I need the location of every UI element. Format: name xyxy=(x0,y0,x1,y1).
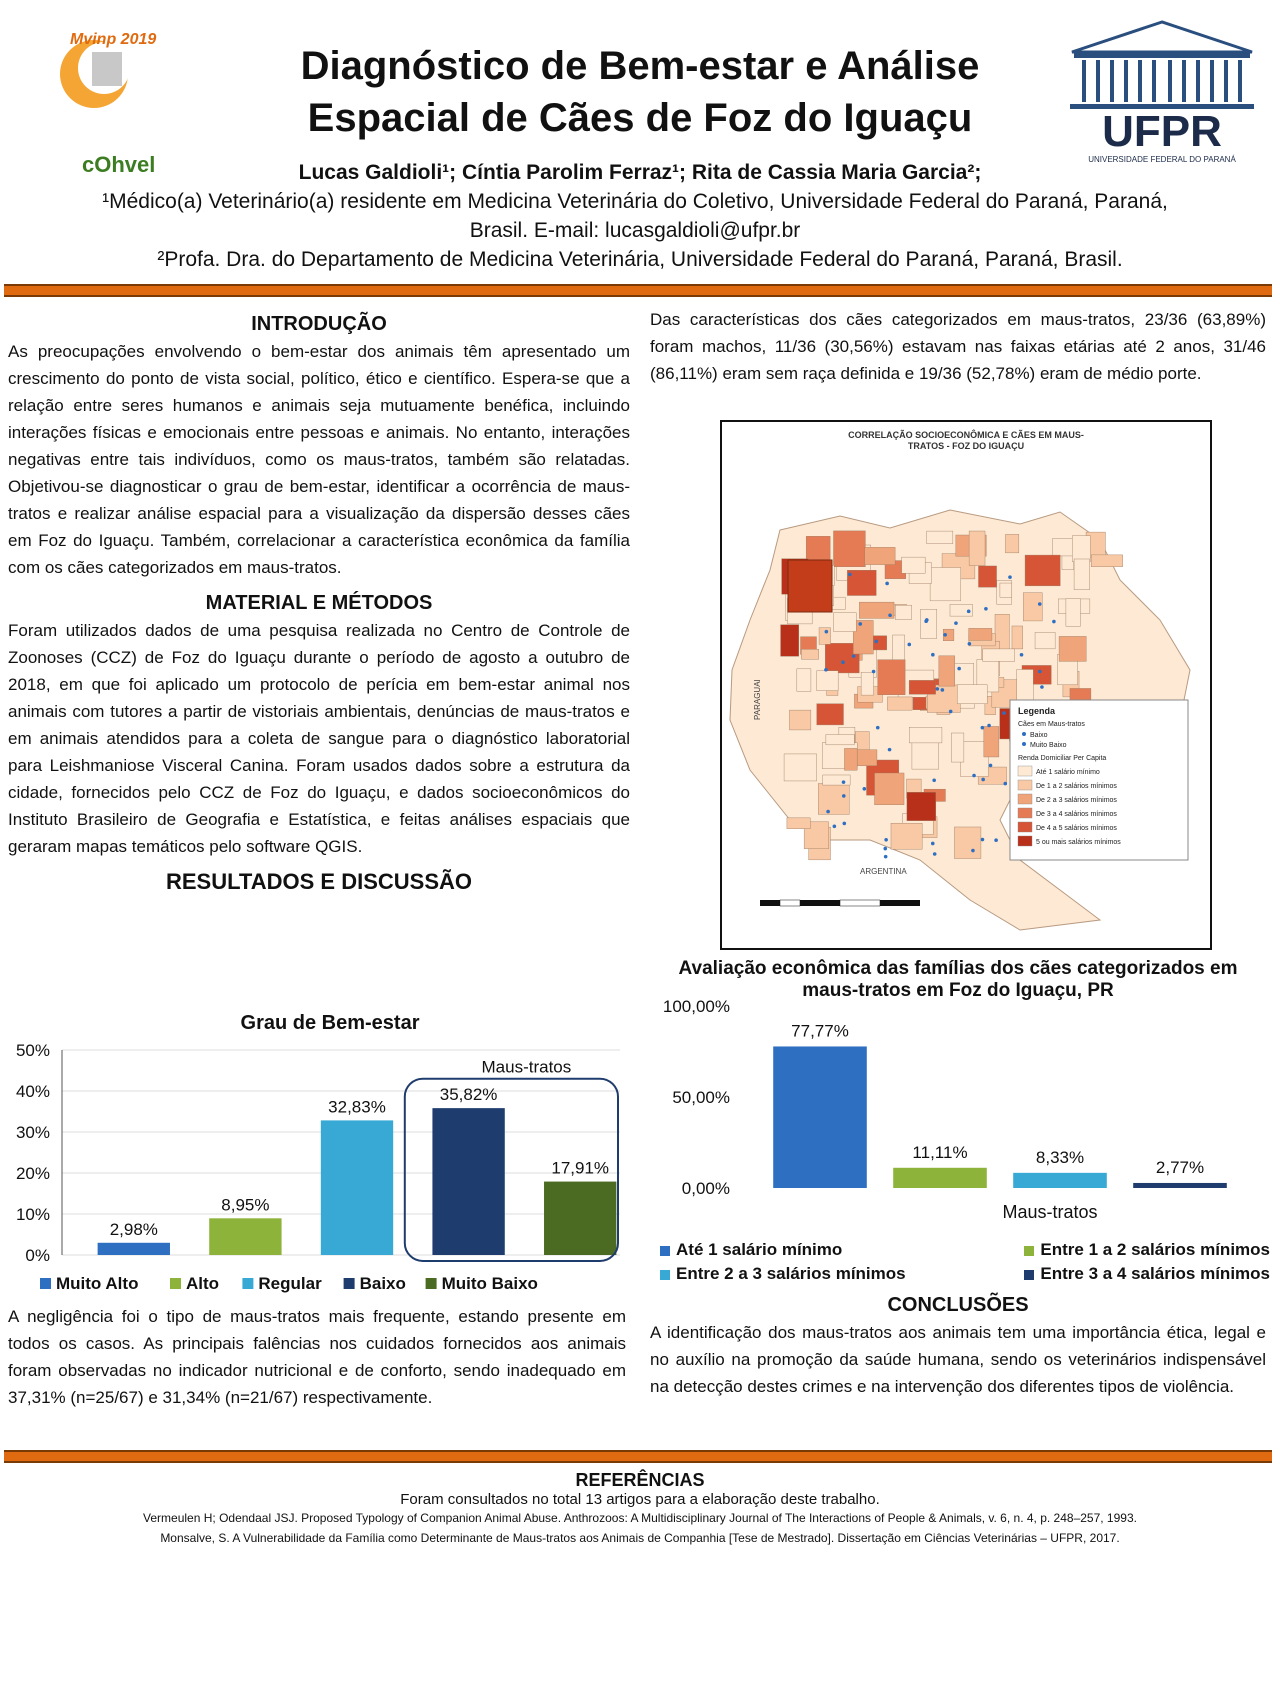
chart2-data-label: 8,33% xyxy=(1035,1147,1085,1167)
map-legend-swatch xyxy=(1018,836,1032,846)
map-tract xyxy=(801,649,818,659)
map-dog-point xyxy=(1003,782,1007,786)
map-tract xyxy=(954,827,981,859)
conclusions-text: A identificação dos maus-tratos aos animais tem uma importância ética, legal e no auxílio na promoção da saúde humana, sendo os veterinários indispensável na detecção destes crimes e na intervenção dos diferentes tipos de violência. xyxy=(650,1323,1266,1396)
map-dog-point xyxy=(842,794,846,798)
map-dog-point xyxy=(957,667,961,671)
map-dog-point xyxy=(971,849,975,853)
chart1-legend-label: Baixo xyxy=(359,1274,406,1293)
chart1-legend-swatch xyxy=(344,1278,355,1289)
map-dog-point xyxy=(933,852,937,856)
chart1-legend-swatch xyxy=(40,1278,51,1289)
map-tract xyxy=(1066,599,1081,627)
map-dog-point xyxy=(825,630,829,634)
map-dog-point xyxy=(888,613,892,617)
chart1-ytick: 0% xyxy=(25,1246,50,1265)
chart1-legend-label: Muito Alto xyxy=(56,1274,139,1293)
chart1-bar xyxy=(544,1182,616,1255)
chart1-ytick: 50% xyxy=(15,1041,50,1060)
map-dog-point xyxy=(824,668,828,672)
right-intro-block xyxy=(650,306,1266,387)
chart1-data-label: 35,82% xyxy=(439,1085,498,1105)
map-tract xyxy=(875,773,905,805)
map-tract xyxy=(784,754,817,781)
map-dog-point xyxy=(888,748,892,752)
map-tract xyxy=(844,748,857,770)
chart1-ytick: 40% xyxy=(15,1082,50,1101)
map-tract xyxy=(819,628,830,645)
map-tract xyxy=(818,784,849,815)
map-legend-swatch xyxy=(1018,822,1032,832)
references-intro: Foram consultados no total 13 artigos para a elaboração deste trabalho. xyxy=(400,1491,880,1508)
map-legend-income-label: De 2 a 3 salários mínimos xyxy=(1036,797,1117,804)
cohvel-logo: cOhvel xyxy=(82,152,156,177)
map-tract xyxy=(891,823,922,849)
map-tract xyxy=(826,734,854,744)
map-dog-point xyxy=(989,764,993,768)
chart1-data-label: 17,91% xyxy=(551,1158,610,1178)
references-block xyxy=(0,1470,1280,1548)
map-dog-point xyxy=(954,621,958,625)
map-dog-point xyxy=(981,726,985,730)
map-tract xyxy=(1059,636,1086,661)
map-dog-point xyxy=(872,670,876,674)
map-tract xyxy=(1012,626,1023,649)
map-dog-point xyxy=(931,842,935,846)
chart2-data-label: 11,11% xyxy=(912,1142,968,1162)
methods-heading: MATERIAL E MÉTODOS xyxy=(205,592,433,614)
chart1-legend-swatch xyxy=(242,1278,253,1289)
map-dog-point xyxy=(858,622,862,626)
map-dog-point xyxy=(949,710,953,714)
author-names: Lucas Galdioli¹; Cíntia Parolim Ferraz¹; Rita de Cassia Maria Garcia²; xyxy=(298,161,982,184)
chart2-ytick: 50,00% xyxy=(672,1088,730,1107)
map-tract xyxy=(921,609,937,638)
map-legend-income: Renda Domiciliar Per Capita xyxy=(1018,755,1107,762)
chart1-bar xyxy=(98,1243,170,1255)
chart1-bar xyxy=(321,1120,393,1255)
map-dog-point xyxy=(981,838,985,842)
authors-block xyxy=(0,158,1280,274)
chart2-bar xyxy=(1133,1183,1227,1188)
map-tract xyxy=(978,566,996,587)
map-scale-bar xyxy=(760,900,920,906)
map-legend-item-0: Baixo xyxy=(1030,732,1048,739)
chart1-legend-label: Muito Baixo xyxy=(441,1274,538,1293)
map-tract xyxy=(834,613,857,632)
map-dog-point xyxy=(884,838,888,842)
chart2-legend-0: Até 1 salário mínimo xyxy=(660,1240,842,1260)
map-dog-point xyxy=(885,582,889,586)
chart1-bar xyxy=(432,1108,504,1255)
chart1-data-label: 8,95% xyxy=(221,1195,270,1215)
wellbeing-chart xyxy=(0,1040,630,1300)
results-heading: RESULTADOS E DISCUSSÃO xyxy=(166,869,472,894)
map-dog-point xyxy=(841,660,845,664)
map-dog-point xyxy=(826,810,830,814)
map-dog-point xyxy=(981,778,985,782)
right-intro-text: Das características dos cães categorizados em maus-tratos, 23/36 (63,89%) foram machos, 11/36 (30,56%) estavam nas faixas etárias até 2 anos, 31/46 (86,11%) eram sem raça definida e 19/36 (52,78%) eram de médio porte. xyxy=(650,310,1266,383)
left-column xyxy=(8,310,630,896)
map-tract xyxy=(1035,632,1055,648)
map-tract xyxy=(817,704,844,725)
map-dog-point xyxy=(833,825,837,829)
bottom-divider xyxy=(4,1450,1272,1463)
map-dog-point xyxy=(984,607,988,611)
economic-chart xyxy=(640,1000,1270,1220)
map-dog-point xyxy=(852,654,856,658)
map-dog-point xyxy=(987,724,991,728)
map-dog-point xyxy=(932,778,936,782)
map-tract xyxy=(1025,555,1060,586)
map-tract xyxy=(1091,555,1122,567)
conclusions-heading: CONCLUSÕES xyxy=(887,1294,1029,1316)
affiliation-1: ¹Médico(a) Veterinário(a) residente em Medicina Veterinária do Coletivo, Universidade Federal do Paraná, Paraná, Brasil. E-mail: lucasgaldioli@ufpr.br xyxy=(102,190,1168,242)
map-tract xyxy=(865,547,895,564)
map-dog-point xyxy=(883,847,887,851)
map-tract xyxy=(895,605,911,619)
chart2-title: Avaliação econômica das famílias dos cães categorizados em maus-tratos em Foz do Iguaçu, PR xyxy=(678,958,1238,1001)
map-dog-point xyxy=(1040,685,1044,689)
chart2-bar xyxy=(773,1046,867,1188)
map-legend-swatch xyxy=(1018,766,1032,776)
chart2-bar xyxy=(1013,1173,1107,1188)
map-tract xyxy=(1017,669,1034,699)
map-tract xyxy=(951,733,963,762)
map-dog-point xyxy=(936,687,940,691)
map-legend-swatch xyxy=(1018,794,1032,804)
chart1-bar xyxy=(209,1218,281,1255)
map-tract xyxy=(781,625,799,657)
chart1-ytick: 10% xyxy=(15,1205,50,1224)
map-legend-title: Legenda xyxy=(1018,706,1056,716)
chart2-data-label: 77,77% xyxy=(791,1021,849,1041)
methods-text: Foram utilizados dados de uma pesquisa realizada no Centro de Controle de Zoonoses (CCZ) de Foz do Iguaçu durante o período de agosto a outubro de 2018, em que foi aplicado um protocolo de perícia em bem-estar animal nos animais com tutores a partir de vistoriais ambientais, denúncias de maus-tratos e em animais atendidos para a coleta de sangue para o diagnóstico laboratorial para Leishmaniose Visceral Canina. Foram usados dados sobre a estrutura da cidade, fornecidos pelo CCZ de Foz do Iguaçu, e dados socioeconômicos do Instituto Brasileiro de Geografia e Estatística, e feitas análises espaciais que geraram mapas temáticos pelo software QGIS. xyxy=(8,621,630,856)
map-dog-point xyxy=(1038,602,1042,606)
map-tract xyxy=(1023,593,1042,621)
intro-text: As preocupações envolvendo o bem-estar dos animais têm apresentado um crescimento do ponto de vista social, político, ético e científico. Espera-se que a relação entre seres humanos e animais seja mutuamente benéfica, incluindo interações físicas e emocionais entre pessoas e animais. No entanto, interações negativas entre tais indivíduos, como os maus-tratos, também são relatadas. Objetivou-se diagnosticar o grau de bem-estar, identificar a ocorrência de maus-tratos e realizar análise espacial para a visualização da dispersão desses cães em Foz do Iguaçu. Também, correlacionar a característica econômica da família com os cães categorizados em maus-tratos. xyxy=(8,342,630,577)
chart1-title: Grau de Bem-estar xyxy=(240,1012,420,1034)
map-tract xyxy=(909,727,942,743)
map-tract xyxy=(957,685,987,704)
map-tract xyxy=(909,680,935,694)
top-divider xyxy=(4,284,1272,297)
map-tract xyxy=(833,531,865,567)
map-dog-point xyxy=(907,643,911,647)
map-legend-income-label: De 1 a 2 salários mínimos xyxy=(1036,783,1117,790)
event-logo-text: Mvinp 2019 xyxy=(70,31,157,48)
map-dog-point xyxy=(1038,670,1042,674)
map-tract xyxy=(887,697,912,710)
map-legend-income-label: Até 1 salário mínimo xyxy=(1036,769,1100,776)
map-label-argentina: ARGENTINA xyxy=(860,867,907,876)
ufpr-logo xyxy=(1060,18,1265,168)
map-dog-point xyxy=(967,610,971,614)
map-highlight-tract xyxy=(788,560,832,612)
map-legend-sub: Cães em Maus-tratos xyxy=(1018,721,1085,728)
chart1-legend-label: Regular xyxy=(258,1274,322,1293)
chart2-legend-2: Entre 2 a 3 salários mínimos xyxy=(660,1264,906,1284)
map-legend xyxy=(1010,700,1188,860)
map-tract xyxy=(797,669,811,692)
map-tract xyxy=(861,672,873,695)
results-text: A negligência foi o tipo de maus-tratos mais frequente, estando presente em todos os casos. As principais falências nos cuidados fornecidos aos animais foram observadas no indicador nutricional e de conforto, sendo inadequado em 37,31% (n=25/67) e 31,34% (n=21/67) respectivamente. xyxy=(8,1307,626,1407)
intro-heading: INTRODUÇÃO xyxy=(251,313,387,335)
map-dog-point xyxy=(1002,711,1006,715)
map-tract xyxy=(847,570,876,595)
ufpr-wordmark: UFPR xyxy=(1102,107,1222,156)
chart1-data-label: 32,83% xyxy=(328,1097,386,1117)
map-tract xyxy=(930,568,961,601)
map-tract xyxy=(789,710,810,730)
chart2-bar xyxy=(893,1168,987,1188)
results-text-block xyxy=(8,1303,626,1411)
map-tract xyxy=(878,660,905,695)
map-dog-point xyxy=(842,780,846,784)
chart2-legend xyxy=(660,1240,1270,1284)
chart2-legend-3: Entre 3 a 4 salários mínimos xyxy=(1024,1264,1270,1284)
map-tract xyxy=(1072,536,1090,562)
map-legend-income-label: De 4 a 5 salários mínimos xyxy=(1036,825,1117,832)
title-line-2: Espacial de Cães de Foz do Iguaçu xyxy=(307,96,973,140)
map-tract xyxy=(939,656,955,686)
map-tract xyxy=(927,531,953,544)
references-heading: REFERÊNCIAS xyxy=(575,1470,705,1490)
map-dog-point xyxy=(931,653,935,657)
conclusions-block xyxy=(650,1294,1266,1400)
chart1-legend-swatch xyxy=(170,1278,181,1289)
chart1-ytick: 30% xyxy=(15,1123,50,1142)
map-dog-point xyxy=(1052,620,1056,624)
chart2-data-label: 2,77% xyxy=(1155,1157,1205,1177)
chart2-ytick: 100,00% xyxy=(662,1000,730,1016)
chart1-data-label: 2,98% xyxy=(109,1219,158,1239)
map-dog-point xyxy=(863,787,867,791)
reference-2: Monsalve, S. A Vulnerabilidade da Família como Determinante de Maus-tratos aos Animais de Companhia [Tese de Mestrado]. Dissertação em Ciências Veterinárias – UFPR, 2017. xyxy=(160,1531,1120,1545)
reference-1: Vermeulen H; Odendaal JSJ. Proposed Typology of Companion Animal Abuse. Anthrozoos: A Multidisciplinary Journal of The Interactions of People & Animals, v. 6, n. 4, p. 248–257, 1993. xyxy=(143,1511,1137,1525)
map-tract xyxy=(823,775,850,785)
chart2-legend-1: Entre 1 a 2 salários mínimos xyxy=(1024,1240,1270,1260)
map-dog-point xyxy=(876,726,880,730)
chart1-legend-label: Alto xyxy=(186,1274,220,1293)
chart1-ytick: 20% xyxy=(15,1164,50,1183)
map-tract xyxy=(1000,583,1012,597)
map-tract xyxy=(1005,534,1018,552)
map-tract xyxy=(907,792,936,820)
chart1-annotation: Maus-tratos xyxy=(481,1057,572,1077)
title-line-1: Diagnóstico de Bem-estar e Análise xyxy=(300,44,980,88)
ufpr-subtitle: UNIVERSIDADE FEDERAL DO PARANÁ xyxy=(1088,155,1236,164)
map-legend-income-label: De 3 a 4 salários mínimos xyxy=(1036,811,1117,818)
map-dog-point xyxy=(842,822,846,826)
map-title-2: TRATOS - FOZ DO IGUAÇU xyxy=(907,441,1025,451)
map-tract xyxy=(969,628,992,640)
poster-title xyxy=(200,40,1080,144)
map-legend-income-label: 5 ou mais salários mínimos xyxy=(1036,839,1121,846)
map-dog-point xyxy=(994,838,998,842)
map-tract xyxy=(817,671,838,691)
map-dog-point xyxy=(848,573,852,577)
map-tract xyxy=(787,818,810,829)
map-tract xyxy=(1074,559,1090,590)
map-tract xyxy=(969,531,985,566)
map-dog-point xyxy=(1020,653,1024,657)
map-dog-point xyxy=(941,688,945,692)
chart1-legend-swatch xyxy=(426,1278,437,1289)
map-dog-point xyxy=(972,774,976,778)
choropleth-map xyxy=(720,420,1212,950)
map-tract xyxy=(902,557,926,573)
map-tract xyxy=(984,726,999,757)
chart2-ytick: 0,00% xyxy=(681,1179,730,1198)
chart2-xlabel: Maus-tratos xyxy=(1002,1202,1098,1220)
map-dog-point xyxy=(943,633,947,637)
map-title-1: CORRELAÇÃO SOCIOECONÔMICA E CÃES EM MAUS- xyxy=(848,430,1084,440)
map-dog-point xyxy=(875,640,879,644)
map-tract xyxy=(1062,555,1074,570)
map-tract xyxy=(983,649,1015,661)
map-dog-point xyxy=(968,642,972,646)
map-tract xyxy=(854,750,877,766)
map-legend-item-1: Muito Baixo xyxy=(1030,742,1067,749)
map-dog-point xyxy=(924,619,928,623)
map-dog-point xyxy=(1008,575,1012,579)
map-label-paraguai: PARAGUAI xyxy=(753,679,762,720)
map-dog-point xyxy=(884,855,888,859)
map-legend-swatch xyxy=(1018,780,1032,790)
map-legend-swatch xyxy=(1018,808,1032,818)
affiliation-2: ²Profa. Dra. do Departamento de Medicina Veterinária, Universidade Federal do Paraná, Paraná, Brasil. xyxy=(157,248,1123,271)
